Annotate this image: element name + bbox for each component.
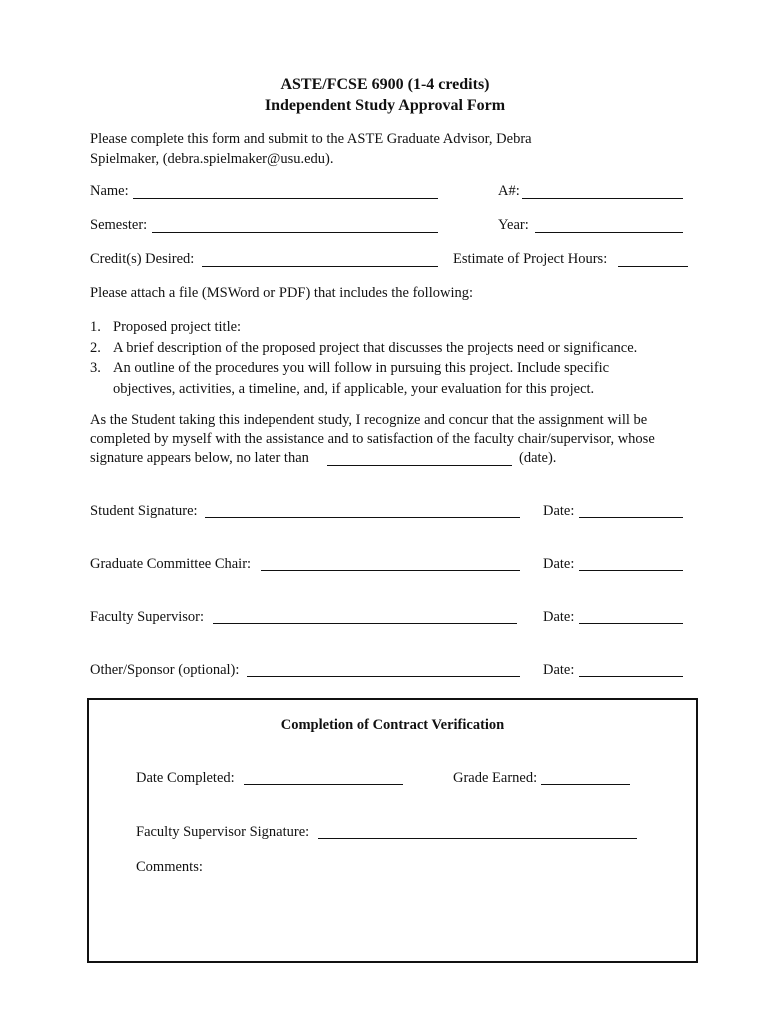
form-title-line1: ASTE/FCSE 6900 (1-4 credits) bbox=[280, 76, 490, 93]
list-text: A brief description of the proposed project that discusses the projects need or significance. bbox=[113, 340, 638, 356]
chair-signature-field[interactable] bbox=[261, 570, 520, 571]
faculty-signature-label: Faculty Supervisor Signature: bbox=[136, 824, 310, 840]
date-completed-field[interactable] bbox=[244, 784, 403, 785]
intro-line1: Please complete this form and submit to the ASTE Graduate Advisor, Debra bbox=[90, 131, 532, 147]
list-number: 3. bbox=[90, 360, 101, 376]
student-signature-label: Student Signature: bbox=[90, 503, 198, 519]
intro-line2: Spielmaker, (debra.spielmaker@usu.edu). bbox=[90, 151, 334, 167]
faculty-signature-field[interactable] bbox=[318, 838, 637, 839]
anum-field[interactable] bbox=[522, 198, 683, 199]
name-label: Name: bbox=[90, 183, 129, 199]
sponsor-date-label: Date: bbox=[543, 662, 575, 678]
chair-date-label: Date: bbox=[543, 556, 575, 572]
semester-label: Semester: bbox=[90, 217, 148, 233]
supervisor-signature-field[interactable] bbox=[213, 623, 517, 624]
list-text: An outline of the procedures you will follow in pursuing this project. Include specific bbox=[113, 360, 610, 376]
list-text: Proposed project title: bbox=[113, 319, 242, 335]
chair-date-field[interactable] bbox=[579, 570, 683, 571]
year-field[interactable] bbox=[535, 232, 683, 233]
student-date-field[interactable] bbox=[579, 517, 683, 518]
supervisor-date-label: Date: bbox=[543, 609, 575, 625]
credits-field[interactable] bbox=[202, 266, 438, 267]
date-completed-label: Date Completed: bbox=[136, 770, 235, 786]
sponsor-date-field[interactable] bbox=[579, 676, 683, 677]
deadline-date-field[interactable] bbox=[327, 465, 512, 466]
statement-line3: signature appears below, no later than bbox=[90, 450, 309, 466]
attach-instruction: Please attach a file (MSWord or PDF) that includes the following: bbox=[90, 285, 474, 301]
credits-label: Credit(s) Desired: bbox=[90, 251, 195, 267]
year-label: Year: bbox=[498, 217, 529, 233]
completion-title: Completion of Contract Verification bbox=[280, 717, 505, 733]
grade-earned-field[interactable] bbox=[541, 784, 630, 785]
statement-line1: As the Student taking this independent study, I recognize and concur that the assignment will be bbox=[90, 412, 648, 428]
supervisor-signature-label: Faculty Supervisor: bbox=[90, 609, 204, 625]
anum-label: A#: bbox=[498, 183, 520, 199]
sponsor-signature-field[interactable] bbox=[247, 676, 520, 677]
chair-signature-label: Graduate Committee Chair: bbox=[90, 556, 252, 572]
semester-field[interactable] bbox=[152, 232, 438, 233]
form-title-line2: Independent Study Approval Form bbox=[264, 97, 506, 114]
statement-date-suffix: (date). bbox=[519, 450, 557, 466]
name-field[interactable] bbox=[133, 198, 438, 199]
student-signature-field[interactable] bbox=[205, 517, 520, 518]
hours-field[interactable] bbox=[618, 266, 688, 267]
statement-line2: completed by myself with the assistance and to satisfaction of the faculty chair/supervisor, whose bbox=[90, 431, 655, 447]
hours-label: Estimate of Project Hours: bbox=[453, 251, 608, 267]
supervisor-date-field[interactable] bbox=[579, 623, 683, 624]
sponsor-signature-label: Other/Sponsor (optional): bbox=[90, 662, 240, 678]
student-date-label: Date: bbox=[543, 503, 575, 519]
comments-label: Comments: bbox=[136, 859, 203, 875]
list-number: 2. bbox=[90, 340, 101, 356]
list-number: 1. bbox=[90, 319, 101, 335]
grade-earned-label: Grade Earned: bbox=[453, 770, 538, 786]
completion-verification-box bbox=[87, 698, 698, 963]
list-text: objectives, activities, a timeline, and, if applicable, your evaluation for this project. bbox=[113, 381, 595, 397]
